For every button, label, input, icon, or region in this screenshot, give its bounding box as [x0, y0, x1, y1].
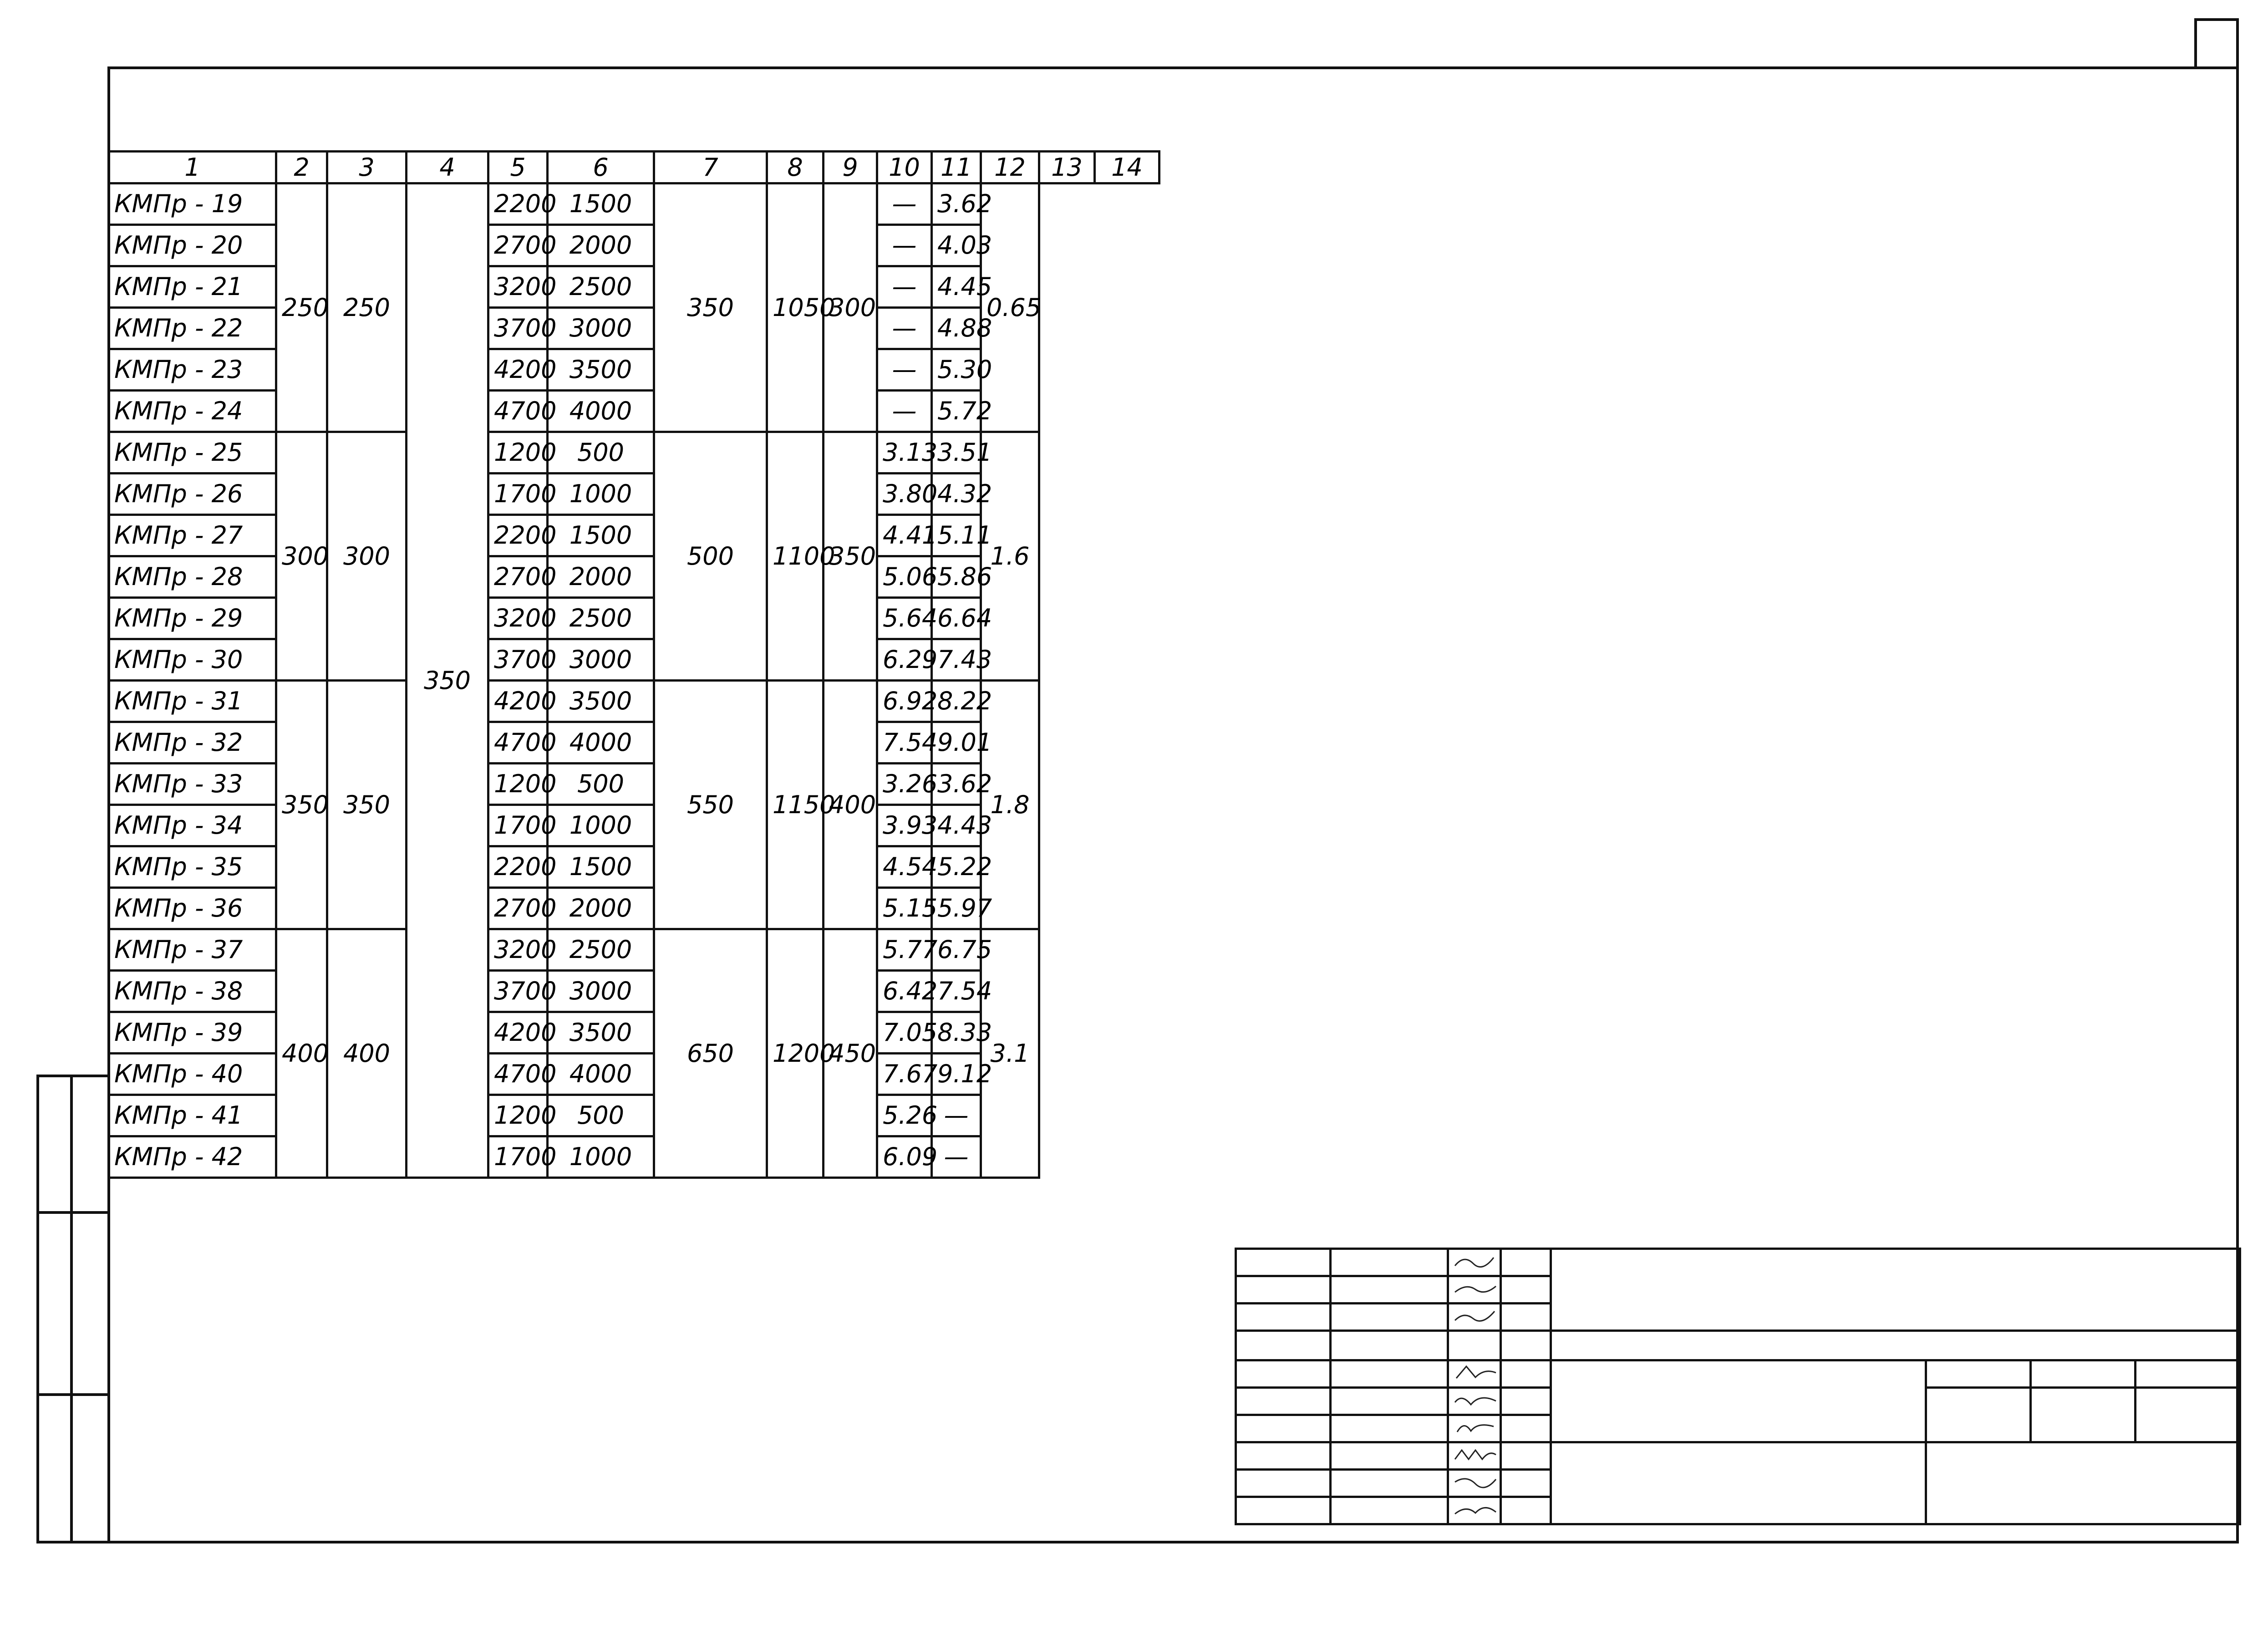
tb-role-0 — [1236, 1249, 1331, 1276]
tb-code-cell — [1551, 1249, 2240, 1331]
col6-value: 2200 — [488, 515, 548, 556]
tb-name-9 — [1331, 1497, 1448, 1524]
signature-icon — [1453, 1307, 1498, 1325]
table-row — [109, 929, 1159, 971]
col6-value: 2700 — [488, 556, 548, 598]
col13-value: 5.72 — [932, 391, 981, 432]
signature-icon — [1453, 1364, 1498, 1382]
tb-date — [1501, 1388, 1551, 1415]
col6-value: 1700 — [488, 474, 548, 515]
tb-date — [1501, 1470, 1551, 1497]
col12-value: 6.92 — [877, 681, 932, 722]
col7-value: 2500 — [548, 929, 654, 971]
well-name: КМПр - 38 — [109, 971, 276, 1012]
table-left — [107, 150, 1160, 1179]
col10-value: 350 — [824, 432, 877, 681]
col6-value: 1700 — [488, 1136, 548, 1178]
col8-value: 350 — [654, 183, 767, 432]
col12-value: 4.41 — [877, 515, 932, 556]
tb-sign — [1448, 1304, 1501, 1331]
well-name: КМПр - 24 — [109, 391, 276, 432]
col7-value: 2500 — [548, 266, 654, 308]
col9-value: 1100 — [767, 432, 824, 681]
signature-icon — [1453, 1473, 1498, 1491]
col7-value: 2500 — [548, 598, 654, 639]
left-stamp-rule — [36, 1211, 110, 1214]
col12-value: — — [877, 391, 932, 432]
tb-date — [1501, 1360, 1551, 1388]
col4-value: 400 — [327, 929, 407, 1178]
col12-value: — — [877, 308, 932, 349]
table-row — [109, 681, 1159, 722]
col-header-13: 13 — [1039, 152, 1095, 183]
tb-name-7 — [1331, 1442, 1448, 1470]
title-block — [1235, 1248, 2241, 1525]
tb-role-1 — [1236, 1276, 1331, 1304]
col6-value: 1700 — [488, 805, 548, 846]
col7-value: 3500 — [548, 349, 654, 391]
col13-value: 5.11 — [932, 515, 981, 556]
col7-value: 4000 — [548, 1054, 654, 1095]
col6-value: 4200 — [488, 681, 548, 722]
left-stamp-strip — [36, 1075, 110, 1543]
well-name: КМПр - 27 — [109, 515, 276, 556]
col7-value: 2000 — [548, 556, 654, 598]
col-header-14: 14 — [1095, 152, 1159, 183]
left-stamp-rule — [36, 1393, 110, 1396]
col14-value: 1.6 — [981, 432, 1039, 681]
tb-sign — [1448, 1331, 1501, 1360]
tb-sign — [1448, 1470, 1501, 1497]
col13-value: — — [932, 1136, 981, 1178]
col14-value: 1.8 — [981, 681, 1039, 929]
well-name: КМПр - 25 — [109, 432, 276, 474]
col6-value: 4700 — [488, 1054, 548, 1095]
tb-description — [1551, 1360, 1926, 1442]
col13-value: 3.62 — [932, 183, 981, 225]
col-header-8: 8 — [767, 152, 824, 183]
col-header-5: 5 — [488, 152, 548, 183]
col9-value: 1150 — [767, 681, 824, 929]
col12-value: 3.93 — [877, 805, 932, 846]
tb-stage — [1926, 1388, 2031, 1442]
col13-value: 4.45 — [932, 266, 981, 308]
table-row — [109, 183, 1159, 225]
col12-value: 7.54 — [877, 722, 932, 764]
col12-value: 3.13 — [877, 432, 932, 474]
signature-icon — [1453, 1418, 1498, 1436]
col13-value: 3.62 — [932, 764, 981, 805]
col13-value: 4.43 — [932, 805, 981, 846]
col6-value: 3200 — [488, 929, 548, 971]
col10-value: 450 — [824, 929, 877, 1178]
well-name: КМПр - 35 — [109, 846, 276, 888]
well-name: КМПр - 37 — [109, 929, 276, 971]
tb-sheet-label — [2031, 1360, 2136, 1388]
col7-value: 3500 — [548, 681, 654, 722]
col7-value: 4000 — [548, 722, 654, 764]
tb-org-cell — [1926, 1442, 2240, 1524]
table-row — [109, 432, 1159, 474]
col6-value: 1200 — [488, 1095, 548, 1136]
col12-value: — — [877, 266, 932, 308]
col7-value: 1000 — [548, 474, 654, 515]
well-name: КМПр - 34 — [109, 805, 276, 846]
tb-sign — [1448, 1497, 1501, 1524]
col6-value: 4700 — [488, 391, 548, 432]
tb-role-2 — [1236, 1304, 1331, 1331]
col8-value: 550 — [654, 681, 767, 929]
col4-value: 250 — [327, 183, 407, 432]
col-header-9: 9 — [824, 152, 877, 183]
col6-value: 3200 — [488, 598, 548, 639]
col13-value: 7.43 — [932, 639, 981, 681]
col7-value: 500 — [548, 432, 654, 474]
tb-sign — [1448, 1249, 1501, 1276]
tb-date — [1501, 1249, 1551, 1276]
well-name: КМПр - 30 — [109, 639, 276, 681]
col13-value: 5.97 — [932, 888, 981, 929]
well-name: КМПр - 41 — [109, 1095, 276, 1136]
well-name: КМПр - 23 — [109, 349, 276, 391]
well-name: КМПр - 33 — [109, 764, 276, 805]
col3-value: 400 — [276, 929, 327, 1178]
col12-value: 7.05 — [877, 1012, 932, 1054]
tb-role-6 — [1236, 1415, 1331, 1442]
tb-name-2 — [1331, 1304, 1448, 1331]
sheet-number-box — [2194, 18, 2239, 69]
col9-value: 1200 — [767, 929, 824, 1178]
col13-value: 4.32 — [932, 474, 981, 515]
tb-role-9 — [1236, 1497, 1331, 1524]
col12-value: 5.26 — [877, 1095, 932, 1136]
col3-value: 250 — [276, 183, 327, 432]
col-header-6: 6 — [548, 152, 654, 183]
tb-role-8 — [1236, 1470, 1331, 1497]
tb-sign — [1448, 1360, 1501, 1388]
col-header-2: 2 — [276, 152, 327, 183]
well-name: КМПр - 21 — [109, 266, 276, 308]
col7-value: 500 — [548, 764, 654, 805]
col13-value: — — [932, 1095, 981, 1136]
col7-value: 3500 — [548, 1012, 654, 1054]
well-name: КМПр - 32 — [109, 722, 276, 764]
col7-value: 3000 — [548, 639, 654, 681]
col6-value: 2200 — [488, 846, 548, 888]
well-name: КМПр - 20 — [109, 225, 276, 266]
well-name: КМПр - 22 — [109, 308, 276, 349]
col7-value: 1500 — [548, 183, 654, 225]
col13-value: 7.54 — [932, 971, 981, 1012]
col7-value: 3000 — [548, 308, 654, 349]
signature-icon — [1453, 1500, 1498, 1518]
col12-value: 3.80 — [877, 474, 932, 515]
col3-value: 350 — [276, 681, 327, 929]
col-header-10: 10 — [877, 152, 932, 183]
tb-role-3 — [1236, 1331, 1331, 1360]
col12-value: 4.54 — [877, 846, 932, 888]
col6-value: 4200 — [488, 349, 548, 391]
col12-value: 6.29 — [877, 639, 932, 681]
tb-name-3 — [1331, 1331, 1448, 1360]
col13-value: 3.51 — [932, 432, 981, 474]
col12-value: — — [877, 349, 932, 391]
col7-value: 1000 — [548, 1136, 654, 1178]
col10-value: 300 — [824, 183, 877, 432]
col4-value: 300 — [327, 432, 407, 681]
signature-icon — [1453, 1391, 1498, 1409]
col-header-11: 11 — [932, 152, 981, 183]
col12-value: 5.06 — [877, 556, 932, 598]
col6-value: 2200 — [488, 183, 548, 225]
col6-value: 2700 — [488, 225, 548, 266]
well-name: КМПр - 31 — [109, 681, 276, 722]
well-name: КМПр - 26 — [109, 474, 276, 515]
col13-value: 9.12 — [932, 1054, 981, 1095]
well-name: КМПр - 19 — [109, 183, 276, 225]
col12-value: — — [877, 225, 932, 266]
tb-date — [1501, 1276, 1551, 1304]
col7-value: 4000 — [548, 391, 654, 432]
well-name: КМПр - 40 — [109, 1054, 276, 1095]
col12-value: 7.67 — [877, 1054, 932, 1095]
well-name: КМПр - 36 — [109, 888, 276, 929]
tb-sign — [1448, 1442, 1501, 1470]
tb-sign — [1448, 1276, 1501, 1304]
col6-value: 4200 — [488, 1012, 548, 1054]
tb-sheet-title — [1551, 1442, 1926, 1524]
col6-value: 3700 — [488, 639, 548, 681]
col13-value: 4.03 — [932, 225, 981, 266]
col-header-12: 12 — [981, 152, 1039, 183]
tb-role-7 — [1236, 1442, 1331, 1470]
col12-value: 3.26 — [877, 764, 932, 805]
tb-date — [1501, 1442, 1551, 1470]
col7-value: 3000 — [548, 971, 654, 1012]
col3-value: 300 — [276, 432, 327, 681]
well-name: КМПр - 42 — [109, 1136, 276, 1178]
tb-sheets — [2136, 1388, 2240, 1442]
col9-value: 1050 — [767, 183, 824, 432]
col6-value: 3700 — [488, 971, 548, 1012]
tb-sheet — [2031, 1388, 2136, 1442]
tb-sign — [1448, 1388, 1501, 1415]
well-name: КМПр - 29 — [109, 598, 276, 639]
col13-value: 6.75 — [932, 929, 981, 971]
col12-value: 5.15 — [877, 888, 932, 929]
col7-value: 2000 — [548, 888, 654, 929]
col6-value: 1200 — [488, 432, 548, 474]
col8-value: 650 — [654, 929, 767, 1178]
col14-value: 0.65 — [981, 183, 1039, 432]
signature-icon — [1453, 1279, 1498, 1298]
col7-value: 1500 — [548, 515, 654, 556]
col13-value: 4.88 — [932, 308, 981, 349]
col6-value: 3200 — [488, 266, 548, 308]
col-header-3: 3 — [327, 152, 407, 183]
signature-icon — [1453, 1252, 1498, 1270]
col13-value: 6.64 — [932, 598, 981, 639]
col6-value: 4700 — [488, 722, 548, 764]
col5-value: 350 — [407, 183, 488, 1178]
col7-value: 1500 — [548, 846, 654, 888]
col14-value: 3.1 — [981, 929, 1039, 1178]
col13-value: 8.22 — [932, 681, 981, 722]
col12-value: 6.09 — [877, 1136, 932, 1178]
tb-date — [1501, 1497, 1551, 1524]
col7-value: 500 — [548, 1095, 654, 1136]
tb-name-8 — [1331, 1470, 1448, 1497]
col13-value: 9.01 — [932, 722, 981, 764]
well-name: КМПр - 39 — [109, 1012, 276, 1054]
col6-value: 2700 — [488, 888, 548, 929]
col13-value: 5.22 — [932, 846, 981, 888]
tb-name-6 — [1331, 1415, 1448, 1442]
tb-date — [1501, 1415, 1551, 1442]
col12-value: — — [877, 183, 932, 225]
tb-name-1 — [1331, 1276, 1448, 1304]
tb-name-4 — [1331, 1360, 1448, 1388]
tb-sign — [1448, 1415, 1501, 1442]
col12-value: 6.42 — [877, 971, 932, 1012]
col10-value: 400 — [824, 681, 877, 929]
col-header-4: 4 — [407, 152, 488, 183]
tb-stage-label — [1926, 1360, 2031, 1388]
col13-value: 8.33 — [932, 1012, 981, 1054]
col13-value: 5.86 — [932, 556, 981, 598]
tb-sheets-label — [2136, 1360, 2240, 1388]
tb-name-5 — [1331, 1388, 1448, 1415]
col8-value: 500 — [654, 432, 767, 681]
col12-value: 5.77 — [877, 929, 932, 971]
signature-icon — [1453, 1446, 1498, 1464]
tb-date — [1501, 1331, 1551, 1360]
tb-role-4 — [1236, 1360, 1331, 1388]
col7-value: 2000 — [548, 225, 654, 266]
well-name: КМПр - 28 — [109, 556, 276, 598]
col6-value: 1200 — [488, 764, 548, 805]
col6-value: 3700 — [488, 308, 548, 349]
tb-date — [1501, 1304, 1551, 1331]
tb-role-5 — [1236, 1388, 1331, 1415]
col12-value: 5.64 — [877, 598, 932, 639]
col-header-7: 7 — [654, 152, 767, 183]
tb-name-0 — [1331, 1249, 1448, 1276]
col13-value: 5.30 — [932, 349, 981, 391]
tb-empty-row — [1551, 1331, 2240, 1360]
col4-value: 350 — [327, 681, 407, 929]
col7-value: 1000 — [548, 805, 654, 846]
col-header-1: 1 — [109, 152, 276, 183]
left-stamp-divider — [70, 1075, 73, 1543]
